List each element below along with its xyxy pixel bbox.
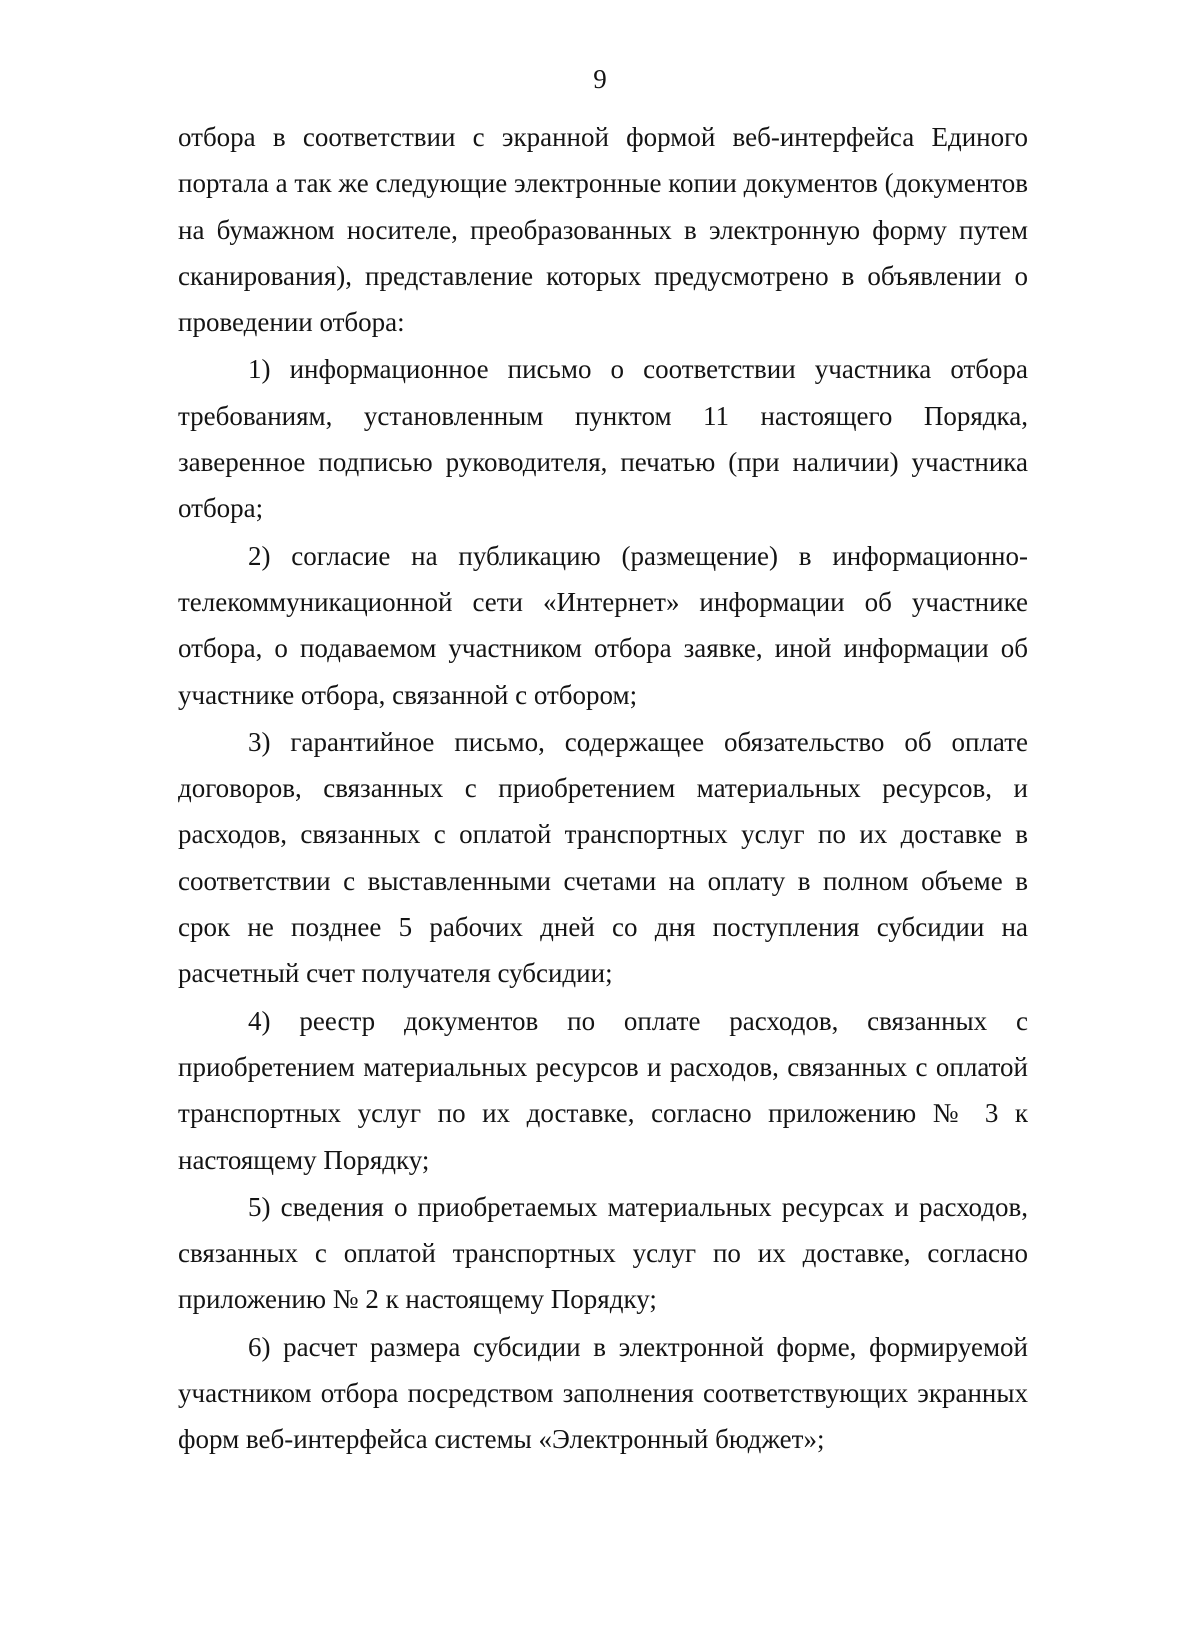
list-item-5: 5) сведения о приобретаемых материальных ресурсах и расходов, связанных с оплатой транспортных услуг по их доставке, согласно приложению № 2 к настоящему Порядку; bbox=[178, 1191, 1028, 1315]
list-item-2: 2) согласие на публикацию (размещение) в информационно-телекоммуникационной сети «Интернет» информации об участнике отбора, о подаваемом участником отбора заявке, иной информации об участнике отбора, связанной с отбором; bbox=[178, 540, 1028, 710]
document-body bbox=[178, 114, 1028, 1463]
list-item-4: 4) реестр документов по оплате расходов, связанных с приобретением материальных ресурсов и расходов, связанных с оплатой транспортных услуг по их доставке, согласно приложению № 3 к настоящему Порядку; bbox=[178, 1005, 1028, 1175]
list-item-6: 6) расчет размера субсидии в электронной форме, формируемой участником отбора посредством заполнения соответствующих экранных форм веб-интерфейса системы «Электронный бюджет»; bbox=[178, 1331, 1028, 1455]
page-number: 9 bbox=[593, 64, 607, 94]
list-item-3: 3) гарантийное письмо, содержащее обязательство об оплате договоров, связанных с приобретением материальных ресурсов, и расходов, связанных с оплатой транспортных услуг по их доставке в соответствии с выставленными счетами на оплату в полном объеме в срок не позднее 5 рабочих дней со дня поступления субсидии на расчетный счет получателя субсидии; bbox=[178, 726, 1028, 989]
list-item-1: 1) информационное письмо о соответствии участника отбора требованиям, установленным пунктом 11 настоящего Порядка, заверенное подписью руководителя, печатью (при наличии) участника отбора; bbox=[178, 354, 1028, 524]
paragraph-intro: отбора в соответствии с экранной формой веб-интерфейса Единого портала а так же следующие электронные копии документов (документов на бумажном носителе, преобразованных в электронную форму путем сканирования), представление которых предусмотрено в объявлении о проведении отбора: bbox=[178, 122, 1028, 338]
